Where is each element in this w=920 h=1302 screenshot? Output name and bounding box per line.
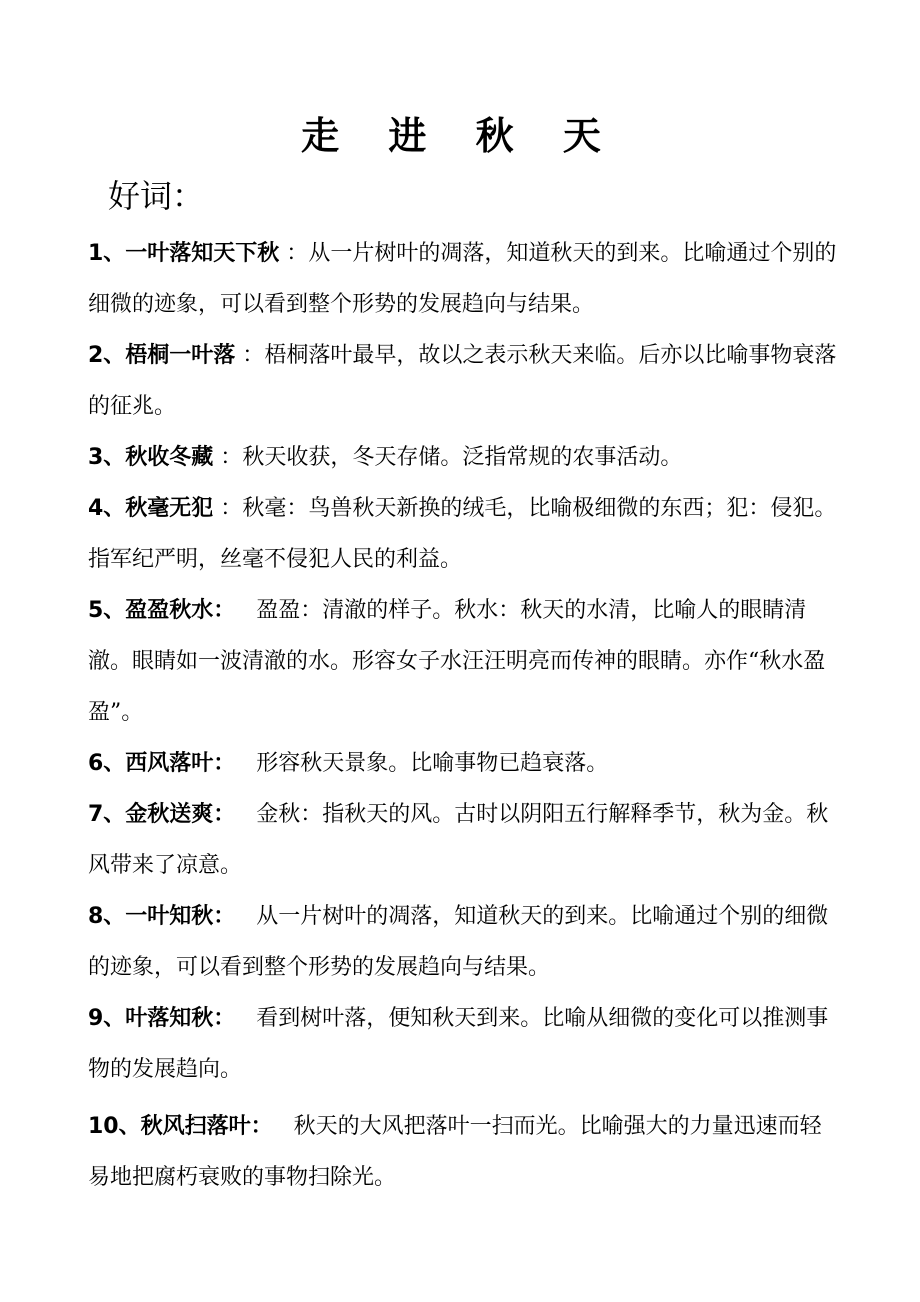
entry-separator — [235, 598, 256, 623]
entry-separator — [235, 1006, 256, 1031]
entry-definition: 从一片树叶的凋落，知道秋天的到来。比喻通过个别的细微的迹象，可以看到整个形势的发展趋向与结果。 — [88, 904, 829, 980]
page-title: 走 进 秋 天 — [301, 114, 619, 158]
entry-definition: 形容秋天景象。比喻事物已趋衰落。 — [256, 751, 609, 776]
entry-term: 5、盈盈秋水： — [88, 598, 236, 623]
entry-separator: ： — [279, 241, 309, 266]
entry-term: 10、秋风扫落叶： — [88, 1114, 273, 1139]
entry-term: 6、西风落叶： — [88, 751, 236, 776]
section-label: 好词： — [108, 177, 205, 215]
entry-term: 3、秋收冬藏 — [88, 445, 214, 470]
entry-definition: 金秋：指秋天的风。古时以阴阳五行解释季节，秋为金。秋风带来了凉意。 — [88, 802, 829, 878]
entry-definition: 秋毫：鸟兽秋天新换的绒毛，比喻极细微的东西；犯：侵犯。指军纪严明，丝毫不侵犯人民的利益。 — [88, 496, 837, 572]
entry-separator — [235, 802, 256, 827]
entry-definition: 秋天收获，冬天存储。泛指常规的农事活动。 — [242, 445, 683, 470]
entry-definition: 秋天的大风把落叶一扫而光。比喻强大的力量迅速而轻易地把腐朽衰败的事物扫除光。 — [88, 1114, 822, 1190]
entry-term: 8、一叶知秋： — [88, 904, 236, 929]
entry-separator: ： — [213, 496, 243, 521]
entry-term: 9、叶落知秋： — [88, 1006, 236, 1031]
entry-separator: ： — [235, 343, 265, 368]
entry-separator — [235, 904, 256, 929]
list-item — [88, 228, 840, 330]
entry-definition: 看到树叶落，便知秋天到来。比喻从细微的变化可以推测事物的发展趋向。 — [88, 1006, 829, 1082]
list-item — [88, 891, 840, 993]
list-item — [88, 1101, 840, 1203]
list-item — [88, 483, 840, 585]
entry-term: 2、梧桐一叶落 — [88, 343, 236, 368]
list-item — [88, 330, 840, 432]
list-item — [88, 738, 840, 789]
word-list — [88, 228, 840, 1203]
entry-separator — [235, 751, 256, 776]
entry-definition: 从一片树叶的凋落，知道秋天的到来。比喻通过个别的细微的迹象，可以看到整个形势的发展趋向与结果。 — [88, 241, 837, 317]
entry-term: 1、一叶落知天下秋 — [88, 241, 280, 266]
list-item — [88, 789, 840, 891]
entry-definition: 梧桐落叶最早，故以之表示秋天来临。后亦以比喻事物衰落的征兆。 — [88, 343, 837, 419]
list-item — [88, 585, 840, 738]
entry-term: 4、秋毫无犯 — [88, 496, 214, 521]
entry-definition: 盈盈：清澈的样子。秋水：秋天的水清，比喻人的眼睛清澈。眼睛如一波清澈的水。形容女子水汪汪明亮而传神的眼睛。亦作“秋水盈盈”。 — [88, 598, 826, 725]
list-item — [88, 432, 840, 483]
entry-term: 7、金秋送爽： — [88, 802, 236, 827]
entry-separator: ： — [213, 445, 243, 470]
entry-separator — [273, 1114, 294, 1139]
list-item — [88, 993, 840, 1095]
